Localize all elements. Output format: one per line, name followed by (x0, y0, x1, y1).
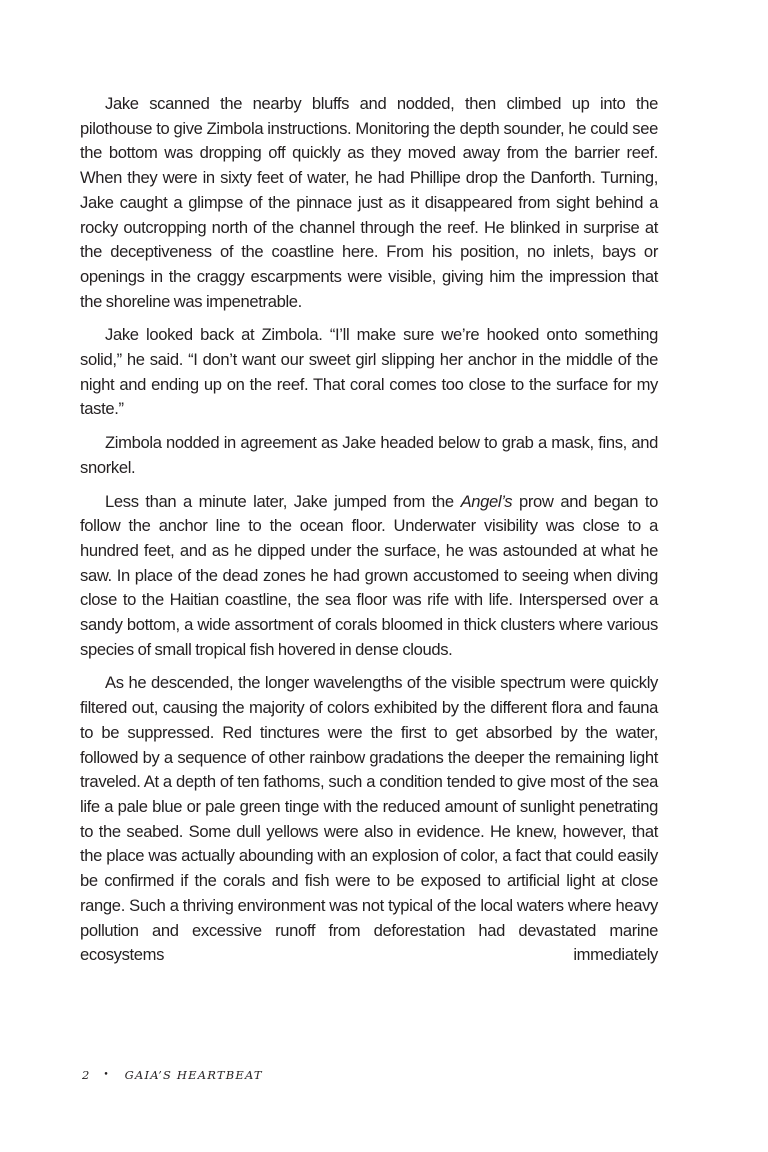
paragraph-text: Less than a minute later, Jake jumped from the (105, 491, 461, 511)
paragraph-4 (80, 490, 658, 663)
paragraph-text: prow and began to follow the anchor line to the ocean floor. Underwater visibility was close to a hundred feet, and as he dipped under the surface, he was astounded at what he saw. In place of the dead zones he had grown accustomed to seeing when diving close to the Haitian coastline, the sea floor was rife with life. Interspersed over a sandy bottom, a wide assortment of corals bloomed in thick clusters where various species of small tropical fish hovered in dense clouds. (80, 491, 658, 659)
paragraph-text: Zimbola nodded in agreement as Jake headed below to grab a mask, fins, and snorkel. (80, 433, 658, 477)
paragraph-5 (80, 671, 658, 967)
running-footer (82, 1068, 263, 1082)
page-number: 2 (82, 1068, 90, 1082)
paragraph-2 (80, 323, 658, 422)
paragraph-text: Jake looked back at Zimbola. “I’ll make sure we’re hooked onto something solid,” he said. “I don’t want our sweet girl slipping her anchor in the middle of the night and ending up on the reef. That coral comes too close to the surface for my taste.” (80, 325, 658, 419)
ship-name-italic: Angel’s (460, 491, 513, 511)
book-title: GAIA’S HEARTBEAT (124, 1068, 263, 1082)
paragraph-3 (80, 431, 658, 480)
paragraph-1 (80, 92, 658, 314)
bullet-separator: • (103, 1070, 109, 1080)
book-page-body (80, 92, 658, 977)
paragraph-text: Jake scanned the nearby bluffs and nodded, then climbed up into the pilothouse to give Zimbola instructions. Monitoring the depth sounder, he could see the bottom was dropping off quickly as they moved away from the barrier reef. When they were in sixty feet of water, he had Phillipe drop the Danforth. Turning, Jake caught a glimpse of the pinnace just as it disappeared from sight behind a rocky outcropping north of the channel through the reef. He blinked in surprise at the deceptiveness of the coastline here. From his position, no inlets, bays or openings in the craggy escarpments were visible, giving him the impression that the shoreline was impenetrable. (80, 94, 658, 311)
paragraph-text: As he descended, the longer wavelengths of the visible spectrum were quickly filtered out, causing the majority of colors exhibited by the different flora and fauna to be suppressed. Red tinctures were the first to get absorbed by the water, followed by a sequence of other rainbow gradations the deeper the remaining light traveled. At a depth of ten fathoms, such a condition tended to give most of the sea life a pale blue or pale green tinge with the reduced amount of sunlight penetrating to the seabed. Some dull yellows were also in evidence. He knew, however, that the place was actually abounding with an explosion of color, a fact that could easily be confirmed if the corals and fish were to be exposed to artificial light at close range. Such a thriving environment was not typical of the local waters where heavy pollution and excessive runoff from deforestation had devastated marine ecosystems immediately (80, 673, 658, 965)
